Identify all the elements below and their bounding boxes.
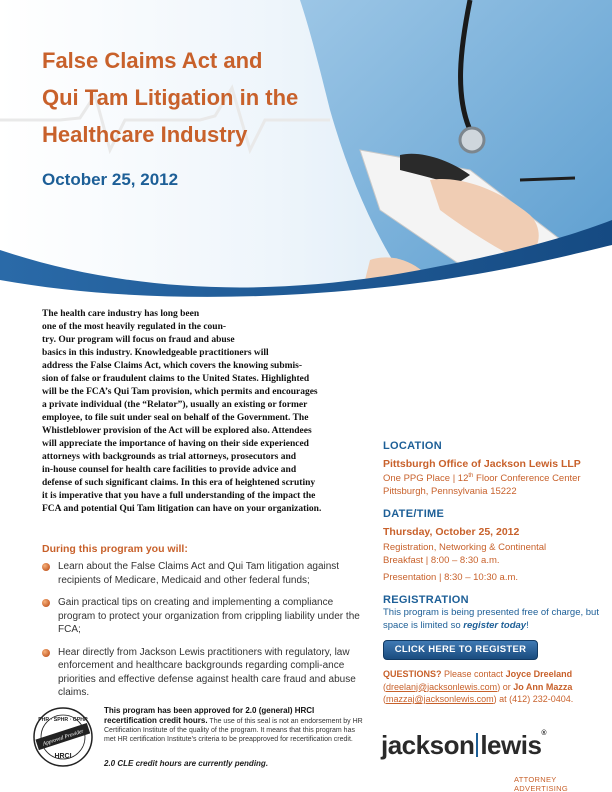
address-part: One PPG Place | 12 — [383, 473, 469, 485]
intro-line: will be the FCA’s Qui Tam provision, which permits and encourages — [42, 387, 318, 397]
pen — [520, 178, 575, 180]
list-item — [42, 646, 362, 700]
location-name: Pittsburgh Office of Jackson Lewis LLP — [383, 458, 581, 470]
logo-left: jackson — [381, 730, 475, 760]
intro-line: it is imperative that you have a full understanding of the impact the — [42, 491, 316, 501]
event-date: October 25, 2012 — [42, 170, 179, 189]
stethoscope-chest-piece — [460, 128, 484, 152]
intro-line: in-house counsel for health care facilities to provide advice and — [42, 465, 297, 475]
bullet-icon — [42, 599, 50, 607]
intro-line: attorneys with backgrounds as trial attorneys, prosecutors and — [42, 452, 297, 462]
title-line: False Claims Act and — [42, 48, 263, 73]
title-line: Healthcare Industry — [42, 122, 248, 147]
contact-name: Joyce Dreeland — [505, 669, 573, 680]
questions-text: at (412) 232-0404. — [496, 694, 574, 705]
hrci-approval-text — [104, 706, 366, 744]
questions-label: QUESTIONS? — [383, 669, 442, 680]
register-button[interactable]: CLICK HERE TO REGISTER — [383, 640, 538, 660]
hrci-seal-icon — [32, 706, 94, 768]
datetime-heading: DATE/TIME — [383, 508, 445, 521]
questions-text: Please contact — [441, 669, 506, 680]
logo-divider — [476, 733, 478, 757]
intro-line: address the False Claims Act, which covers the knowing submis- — [42, 361, 303, 371]
intro-line: one of the most heavily regulated in the coun- — [42, 322, 227, 332]
intro-line: will appreciate the importance of having on their side experienced — [42, 439, 309, 449]
cle-pending-note: 2.0 CLE credit hours are currently pending. — [104, 759, 269, 768]
registration-time-line: Breakfast | 8:00 – 8:30 a.m. — [383, 555, 500, 567]
intro-line: defense of such significant claims. In this era of heightened scrutiny — [42, 478, 316, 488]
location-heading: LOCATION — [383, 440, 443, 452]
address-part: Floor Conference Center — [473, 473, 581, 485]
bullet-icon — [42, 563, 50, 571]
logo-registered-mark: ® — [541, 730, 547, 737]
bullet-text: Learn about the False Claims Act and Qui Tam litigation against recipients of Medicare, Medicaid and other federal funds; — [58, 561, 340, 586]
registration-text-part: This program is being presented free of charge, but space is limited so — [383, 607, 599, 632]
registration-time-line: Registration, Networking & Continental — [383, 542, 547, 554]
registration-heading: REGISTRATION — [383, 594, 469, 607]
address-superscript: th — [468, 473, 474, 479]
contact-name: Jo Ann Mazza — [513, 681, 573, 692]
questions-text: or — [500, 681, 514, 692]
event-details-sidebar — [383, 440, 608, 706]
seal-bottom-text: HRCI — [54, 753, 72, 760]
intro-line: employee, to file suit under seal on behalf of the Government. The — [42, 413, 309, 423]
location-address-line — [383, 470, 608, 485]
intro-line: FCA and potential Qui Tam litigation can have on your organization. — [42, 504, 322, 514]
title-line: Qui Tam Litigation in the — [42, 85, 299, 110]
page-title — [42, 42, 342, 153]
registration-text — [383, 606, 608, 632]
approval-strong: This program has been approved for 2.0 (general) HRCI recertification credit hours. — [104, 706, 315, 725]
email-link[interactable]: dreelanj@jacksonlewis.com — [386, 681, 498, 692]
intro-line: basics in this industry. Knowledgeable practitioners will — [42, 348, 269, 358]
intro-paragraph — [42, 308, 360, 516]
email-link[interactable]: mazzaj@jacksonlewis.com — [386, 694, 494, 705]
intro-line: The health care industry has long been — [42, 309, 200, 319]
bullet-text: Hear directly from Jackson Lewis practitioners with regulatory, law enforcement and healthcare backgrounds regarding compli-ance priorities and effective defense against health care fraud and abuse claims. — [58, 646, 356, 698]
approval-detail: The use of this seal is not an endorsement by HR Certification Institute of the quality of the program. It means that this program has met HR certification Institute’s criteria to be preapproved for recertification credit. — [104, 718, 363, 743]
list-item — [42, 596, 362, 637]
intro-line: Whistleblower provision of the Act will be explored also. Attendees — [42, 426, 312, 436]
program-heading: During this program you will: — [42, 543, 188, 555]
datetime-date: Thursday, October 25, 2012 — [383, 526, 520, 539]
intro-line: sion of false or fraudulent claims to the United States. Highlighted — [42, 374, 310, 384]
intro-line: try. Our program will focus on fraud and abuse — [42, 335, 235, 345]
location-city-line: Pittsburgh, Pennsylvania 15222 — [383, 486, 517, 498]
jackson-lewis-logo — [381, 730, 546, 761]
presentation-time: Presentation | 8:30 – 10:30 a.m. — [383, 572, 519, 584]
intro-line: a private individual (the “Relator”), usually an existing or former — [42, 400, 308, 410]
bullet-text: Gain practical tips on creating and implementing a compliance program to protect your organization from crippling liability under the FCA; — [58, 597, 360, 635]
bullet-icon — [42, 649, 50, 657]
questions-block: QUESTIONS? Please contact Joyce Dreeland (dreelanj@jacksonlewis.com) or Jo Ann Mazza (mazzaj@jacksonlewis.com) at (412) 232-0404. — [383, 669, 574, 705]
program-bullet-list — [42, 560, 362, 709]
attorney-advertising-label: ATTORNEY ADVERTISING — [514, 775, 569, 792]
seal-top-text: PHR · SPHR · GPHR — [38, 717, 88, 723]
register-today-link[interactable]: register today — [463, 620, 527, 632]
logo-right: lewis — [480, 730, 542, 760]
list-item — [42, 560, 362, 587]
seal-band-text: Approved Provider — [42, 728, 85, 748]
registration-text-part: ! — [526, 620, 529, 632]
